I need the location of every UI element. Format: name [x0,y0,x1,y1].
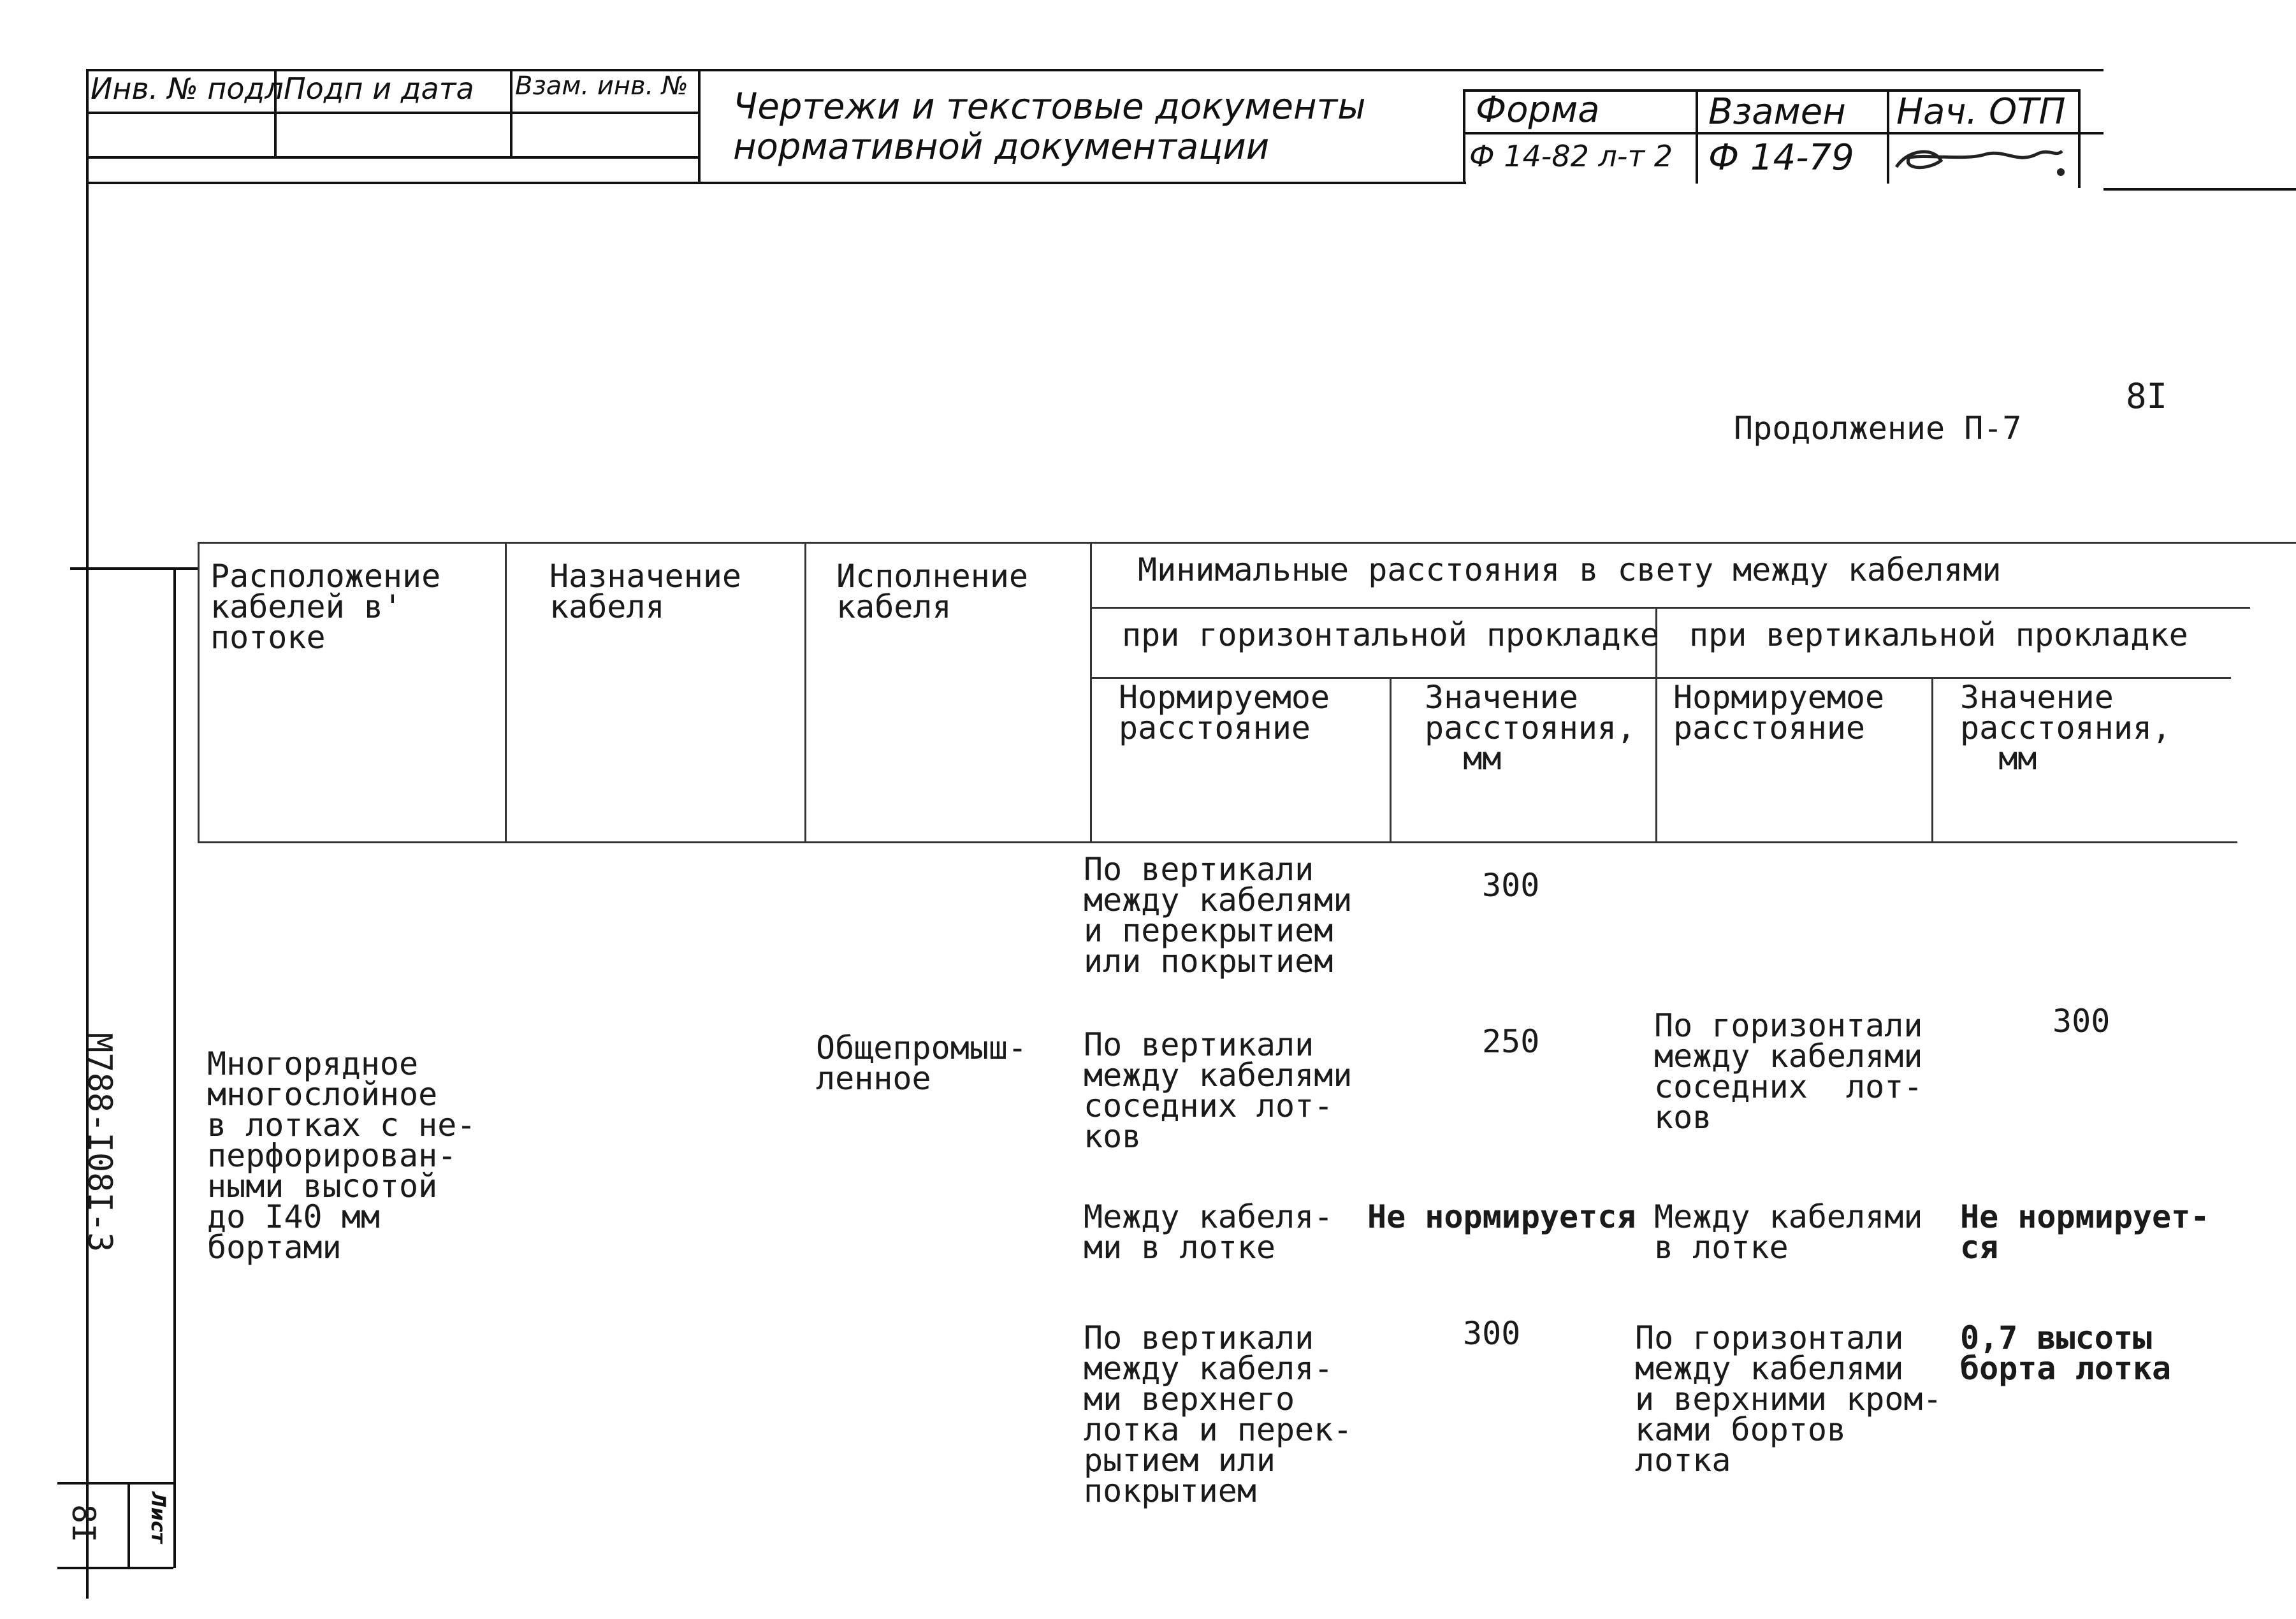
header-min-distances: Минимальные расстояния в свету между кабелями [1138,551,2002,588]
header-execution: Исполнение кабеля [836,558,1029,625]
stamp-vzamen-label: Взамен [1708,91,1846,133]
row3-v-value: Не нормирует- ся [1960,1198,2210,1266]
header-horizontal: при горизонтальной прокладке [1122,616,1659,653]
cell-location: Многорядное многослойное в лотках с не- перфорирован- ными высотой до I40 мм бортами [207,1045,476,1266]
row4-v-value: 0,7 высоты борта лотка [1960,1319,2172,1387]
header-v-value: Значение расстояния, мм [1960,679,2172,777]
row4-h-norm: По вертикали между кабеля- ми верхнего лотка и перек- рытием или покрытием [1084,1319,1353,1509]
stamp-inv-podl: Инв. № подл [91,71,284,106]
row2-h-value: 250 [1482,1023,1540,1060]
cell-execution: Общепромыш- ленное [816,1029,1028,1097]
row3-v-norm: Между кабелями в лотке [1654,1198,1923,1266]
continuation-label: Продолжение П-7 [1734,410,2022,447]
row2-v-norm: По горизонтали между кабелями соседних лот- ков [1654,1007,1923,1136]
signature-icon [1890,135,2075,183]
header-purpose: Назначение кабеля [549,558,742,625]
row3-h-norm: Между кабеля- ми в лотке [1084,1198,1333,1266]
header-location: Расположение кабелей в' потоке [210,558,441,656]
header-h-value: Значение расстояния, мм [1425,679,1636,777]
header-v-norm: Нормируемое расстояние [1673,679,1885,746]
row2-h-norm: По вертикали между кабелями соседних лот- ков [1084,1026,1353,1155]
stamp-title-line1: Чертежи и текстовые документы [733,86,1366,127]
stamp-vzam-inv: Взам. инв. № [515,71,688,101]
row1-h-norm: По вертикали между кабелями и перекрытием или покрытием [1084,851,1353,980]
sheet-label: Лист [147,1492,169,1544]
header-vertical: при вертикальной прокладке [1689,616,2188,653]
stamp-vzamen-value: Ф 14-79 [1708,137,1854,178]
row2-v-value: 300 [2053,1003,2111,1040]
stamp-forma-label: Форма [1476,89,1600,131]
row4-h-value: 300 [1463,1315,1521,1352]
sheet-number: 8I [65,1504,102,1543]
row3-h-value: Не нормируется [1367,1198,1636,1235]
row4-v-norm: По горизонтали между кабелями и верхними кром- ками бортов лотка [1635,1319,1942,1479]
row1-h-value: 300 [1482,867,1540,904]
stamp-title-line2: нормативной документации [733,126,1270,168]
doc-code: М788-I08I-3 [80,1033,119,1252]
stamp-forma-value: Ф 14-82 л-т 2 [1469,139,1673,173]
stamp-nach-label: Нач. ОТП [1896,91,2066,133]
header-h-norm: Нормируемое расстояние [1119,679,1330,746]
stamp-podp-data: Подп и дата [284,71,474,106]
page-number: 8I [2126,376,2168,416]
